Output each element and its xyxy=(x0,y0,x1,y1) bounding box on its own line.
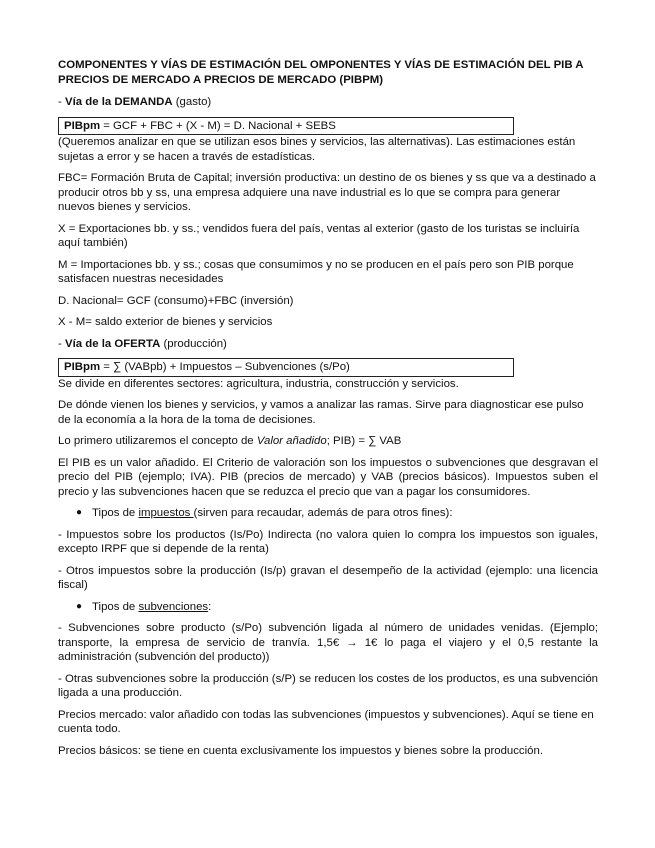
value-added-paragraph xyxy=(58,434,598,449)
sectors-paragraph: Se divide en diferentes sectores: agricultura, industria, construcción y servicios. xyxy=(58,377,459,390)
oferta-prefix: - xyxy=(58,337,65,350)
demanda-heading xyxy=(58,95,598,110)
demanda-prefix: - xyxy=(58,96,65,108)
production-subsidy-item: - Otras subvenciones sobre la producción (s/P) se reducen los costes de los productos, es una subvención ligada a una producción. xyxy=(58,672,598,699)
product-subsidy-item: - Subvenciones sobre producto (s/Po) subvención ligada al número de unidades venidas. (Ejemplo; transporte, la empresa de servicio de tranvía. 1,5€ → 1€ lo paga el viajero y el 0,5 restante la administración (subvención del producto)) xyxy=(58,622,598,663)
demanda-paragraph: (Queremos analizar en que se utilizan esos bines y servicios, las alternativas). Las estimaciones están sujetas a error y se hacen a través de estadísticas. xyxy=(58,136,576,163)
external-balance-definition: X - M= saldo exterior de bienes y servicios xyxy=(58,316,273,328)
oferta-heading xyxy=(58,337,598,352)
national-demand-definition: D. Nacional= GCF (consumo)+FBC (inversión) xyxy=(58,294,294,307)
product-tax-item: - Impuestos sobre los productos (Is/Po) Indirecta (no valora quien lo compra los impuestos son iguales, excepto IRPF que si depende de la renta) xyxy=(58,528,598,555)
demanda-formula-box xyxy=(58,117,514,136)
document-page xyxy=(58,58,598,765)
production-tax-item: - Otros impuestos sobre la producción (Is/p) gravan el desempeño de la actividad (ejemplo: una licencia fiscal) xyxy=(58,564,598,591)
impuestos-term: impuestos xyxy=(138,507,194,519)
market-prices-paragraph: Precios mercado: valor añadido con todas las subvenciones (impuestos y subvenciones). Aquí se tiene en cuenta todo. xyxy=(58,708,594,735)
subvenciones-term: subvenciones xyxy=(138,600,209,613)
valuation-paragraph: El PIB es un valor añadido. El Criterio de valoración son los impuestos o subvenciones que desgravan el precio del PIB (ejemplo; IVA). PIB (precios de mercado) y VAB (precios básicos). Impuestos suben el precio y las subvenciones hacen que se reduzca el precio que van a pagar los consumidores. xyxy=(58,456,598,498)
value-added-text-b: ; PIB) = ∑ VAB xyxy=(326,435,402,447)
imports-definition: M = Importaciones bb. y ss.; cosas que consumimos y no se producen en el país pero son PIB porque satisfacen nuestras necesidades xyxy=(58,258,574,285)
subvenciones-bullet-text xyxy=(92,600,211,615)
demanda-label: Vía de la DEMANDA xyxy=(64,96,173,108)
impuestos-bullet xyxy=(58,506,598,521)
bullet-icon: ● xyxy=(76,600,83,612)
oferta-formula-symbol: PIBpm xyxy=(64,361,101,373)
impuestos-bullet-b: (sirven para recaudar, además de para otros fines): xyxy=(193,507,453,519)
subvenciones-bullet xyxy=(58,600,598,615)
subvenciones-bullet-a: Tipos de xyxy=(92,600,139,613)
demanda-formula-symbol: PIBpm xyxy=(64,119,101,132)
document-title: COMPONENTES Y VÍAS DE ESTIMACIÓN DEL OMPONENTES Y VÍAS DE ESTIMACIÓN DEL PIB A PRECIOS DE MERCADO A PRECIOS DE MERCADO (PIBPM) xyxy=(58,59,584,86)
value-added-term: Valor añadido xyxy=(256,435,327,447)
exports-definition: X = Exportaciones bb. y ss.; vendidos fuera del país, ventas al exterior (gasto de los turistas se incluiría aquí también) xyxy=(58,222,580,249)
oferta-label: Vía de la OFERTA xyxy=(64,337,161,350)
oferta-formula: = ∑ (VABpb) + Impuestos – Subvenciones (s/Po) xyxy=(100,361,350,373)
value-added-text-a: Lo primero utilizaremos el concepto de xyxy=(58,435,257,447)
bullet-icon: ● xyxy=(76,507,83,518)
basic-prices-paragraph: Precios básicos: se tiene en cuenta exclusivamente los impuestos y bienes sobre la producción. xyxy=(58,744,543,757)
branches-paragraph: De dónde vienen los bienes y servicios, y vamos a analizar las ramas. Sirve para diagnosticar ese pulso de la economía a la hora de la toma de decisiones. xyxy=(58,399,584,426)
demanda-formula: = GCF + FBC + (X - M) = D. Nacional + SEBS xyxy=(100,119,336,132)
oferta-suffix: (producción) xyxy=(160,337,227,350)
oferta-formula-box xyxy=(58,358,514,377)
demanda-suffix: (gasto) xyxy=(172,96,212,108)
impuestos-bullet-text xyxy=(92,506,452,521)
subvenciones-bullet-b: : xyxy=(208,600,212,613)
impuestos-bullet-a: Tipos de xyxy=(92,507,139,519)
fbc-definition: FBC= Formación Bruta de Capital; inversión productiva: un destino de os bienes y ss que va a destinado a producir otros bb y ss, una empresa adquiere una nave industrial es lo que se compra para generar nuevos bienes y servicios. xyxy=(58,172,596,213)
